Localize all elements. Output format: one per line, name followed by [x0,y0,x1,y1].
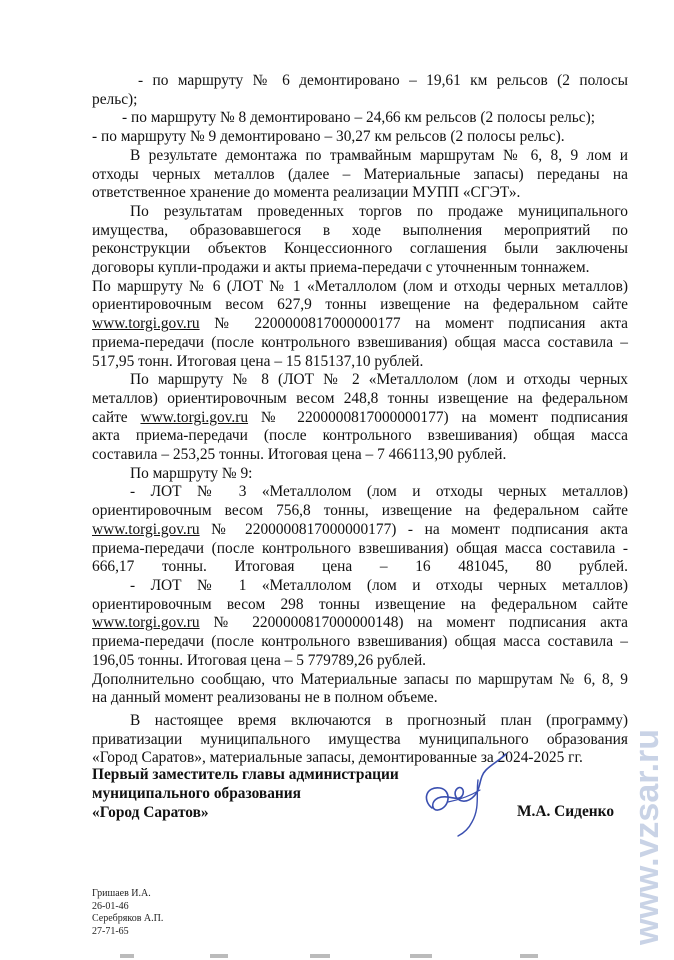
lot8-para-line: составила – 253,25 тонны. Итоговая цена – 7 466113,90 рублей. [92,446,507,464]
lot6-para-line: 517,95 тонн. Итоговая цена – 15 815137,10 рублей. [92,352,424,370]
signatory-title [92,765,399,822]
lot6-para: По маршруту № 6 (ЛОТ № 1 «Металлолом (лом и отходы черных металлов) [92,277,628,295]
lot1-para-line: 196,05 тонны. Итоговая цена – 5 779789,26 рублей. [92,651,427,669]
lot6-para-line: приема-передачи (после контрольного взвешивания) общая масса составила – [92,333,628,351]
executor-contacts [92,888,163,938]
lot3-para-line [92,521,628,540]
lot6-notice: № 2200000817000000177 на момент подписания акта [199,315,628,333]
lot3-para-line: ориентировочным весом 756,8 тонны, извещение на федеральном сайте [92,502,628,520]
torgi-link[interactable]: www.torgi.gov.ru [92,315,200,333]
route9-line: - по маршруту № 9 демонтировано – 30,27 км рельсов (2 полосы рельс). [92,128,565,146]
now-para-line: «Город Саратов», материальные запасы, демонтированные за 2024-2025 гг. [92,749,583,767]
executor-phone: 26-01-46 [92,900,129,912]
signatory-name: М.А. Сиденко [517,803,615,820]
site-watermark [628,590,668,950]
lot1-para-line [92,614,628,633]
torgi-link[interactable]: www.torgi.gov.ru [140,408,249,426]
lot6-para-line: ориентировочным весом 627,9 тонны извещение на федеральном сайте [92,296,628,314]
page-edge-marks [120,950,570,960]
result-para-line: отходы черных металлов (далее – Материальные запасы) переданы на [92,165,628,183]
lot1-para-line: приема-передачи (после контрольного взвешивания) общая масса составила – [92,633,628,651]
executor-phone: 27-71-65 [92,925,129,937]
torgi-link[interactable]: www.torgi.gov.ru [92,614,200,632]
lot8-notice: № 2200000817000000177) на момент подписания [248,408,628,426]
trade-para-line: договоры купли-продажи и акты приема-передачи с уточненным тоннажем. [92,259,590,277]
lot1-notice: № 2200000817000000148) на момент подписания акта [199,614,628,632]
lot1-para: - ЛОТ № 1 «Металлолом (лом и отходы черных металлов) [130,576,628,594]
route6-line: - по маршруту № 6 демонтировано – 19,61 км рельсов (2 полосы [138,72,628,89]
lot1-para-line: ориентировочным весом 298 тонны извещение на федеральном сайте [92,595,628,613]
lot3-para-line: приема-передачи (после контрольного взвешивания) общая масса составила - [92,539,628,557]
extra-para-line: на данный момент реализованы не в полном объеме. [92,689,438,707]
torgi-link[interactable]: www.torgi.gov.ru [92,520,200,538]
lot8-para-line [92,409,628,428]
lot8-para: По маршруту № 8 (ЛОТ № 2 «Металлолом (лом и отходы черных [130,371,628,389]
route6-line-cont: рельс); [92,90,138,108]
executor-name: Гришаев И.А. [92,888,151,899]
result-para-line: ответственное хранение до момента реализации МУПП «СГЭТ». [92,184,521,202]
lot8-site: сайте [92,408,141,426]
route8-line: - по маршруту № 8 демонтировано – 24,66 км рельсов (2 полосы рельс); [122,109,596,127]
route9-heading: По маршруту № 9: [130,464,253,482]
trade-para: По результатам проведенных торгов по продаже муниципального [130,202,628,220]
svg-text:www.vzsar.ru: www.vzsar.ru [628,728,666,945]
letter-body [92,72,628,768]
lot3-para: - ЛОТ № 3 «Металлолом (лом и отходы черных металлов) [130,483,628,501]
signatory-title-line: Первый заместитель главы администрации [92,766,399,783]
handwritten-signature [418,750,528,840]
now-para-line: приватизации муниципального имущества муниципального образования [92,730,628,748]
signatory-title-line: муниципального образования [92,785,301,802]
signatory-title-line: «Город Саратов» [92,804,209,821]
extra-para: Дополнительно сообщаю, что Материальные запасы по маршрутам № 6, 8, 9 [92,670,628,688]
lot6-para-line [92,315,628,334]
executor-name: Серебряков А.П. [92,913,164,924]
lot3-para-line: 666,17 тонны. Итоговая цена – 16 481045, 80 рублей. [92,558,628,576]
trade-para-line: имущества, образовавшегося в ходе выполнения мероприятий по [92,221,628,239]
lot8-para-line: акта приема-передачи (после контрольного взвешивания) общая масса [92,427,628,445]
lot3-notice: № 2200000817000000177) - на момент подписания акта [199,520,628,538]
lot8-para-line: металлов) ориентировочным весом 248,8 тонны извещение на федеральном [92,389,628,407]
now-para: В настоящее время включаются в прогнозный план (программу) [130,711,628,729]
result-para: В результате демонтажа по трамвайным маршрутам № 6, 8, 9 лом и [130,146,628,164]
trade-para-line: реконструкции объектов Концессионного соглашения были заключены [92,240,628,258]
